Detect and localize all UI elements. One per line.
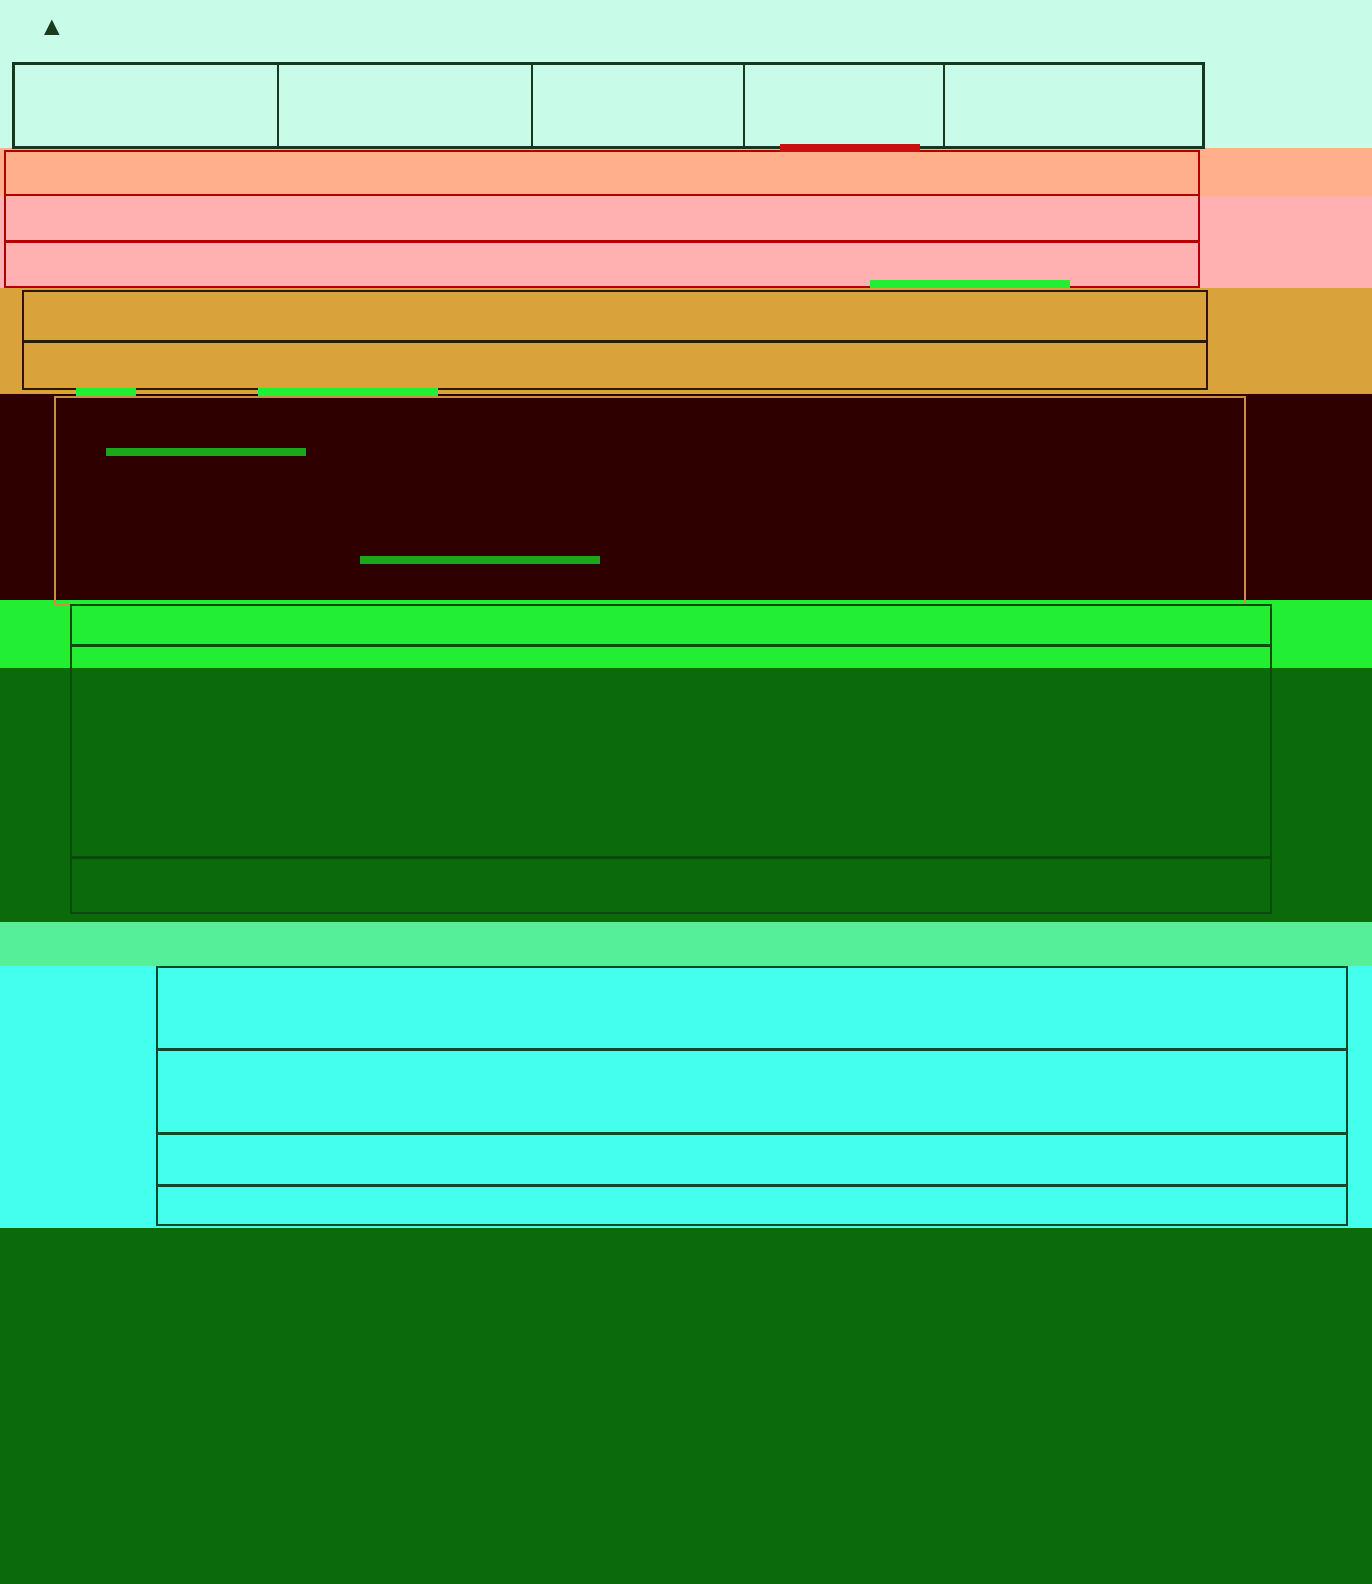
table-cell bbox=[71, 857, 333, 913]
table-cell bbox=[595, 699, 809, 751]
table-cell bbox=[809, 699, 1005, 751]
table-cell bbox=[71, 751, 333, 805]
table-cell bbox=[935, 151, 1199, 195]
table-row bbox=[136, 1346, 1336, 1400]
table-cell bbox=[1005, 857, 1271, 913]
table-cell bbox=[323, 503, 581, 555]
table-cell bbox=[901, 1185, 1097, 1225]
band-green-mint bbox=[0, 922, 1372, 966]
table-cell bbox=[291, 291, 549, 341]
table-cell bbox=[170, 1286, 432, 1336]
table-cell bbox=[1076, 1454, 1336, 1508]
table-row bbox=[5, 151, 1199, 195]
column-header-5 bbox=[944, 64, 1204, 148]
table-cell bbox=[157, 1185, 421, 1225]
table-cell bbox=[959, 291, 1207, 341]
title-marker: ▲ bbox=[44, 11, 61, 41]
table-cell bbox=[1097, 1133, 1347, 1185]
table-row bbox=[170, 1232, 1342, 1286]
table-cell bbox=[157, 1133, 421, 1185]
table-cell bbox=[880, 1400, 1076, 1454]
table-cell bbox=[404, 1400, 666, 1454]
table-cell bbox=[809, 605, 1005, 645]
table-cell bbox=[795, 503, 991, 555]
table-cell bbox=[901, 967, 1097, 1049]
table-cell bbox=[880, 1454, 1076, 1508]
table-cell bbox=[291, 341, 549, 389]
table-cell bbox=[991, 503, 1245, 555]
table-cell bbox=[595, 857, 809, 913]
section-cyan bbox=[156, 966, 1348, 1226]
table-cell bbox=[333, 751, 595, 805]
table-cell bbox=[421, 967, 689, 1049]
table-row bbox=[71, 699, 1271, 751]
table-cell bbox=[549, 291, 763, 341]
section-darkred bbox=[54, 396, 1246, 606]
table-cell bbox=[735, 195, 935, 241]
section-green-3 bbox=[136, 1346, 1336, 1562]
table-cell bbox=[689, 1133, 901, 1185]
table-cell bbox=[595, 645, 809, 699]
table-row bbox=[55, 503, 1245, 555]
table-cell bbox=[880, 1508, 1076, 1562]
table-cell bbox=[666, 1346, 880, 1400]
table-cell bbox=[55, 503, 323, 555]
table-cell bbox=[71, 605, 333, 645]
table-cell bbox=[809, 857, 1005, 913]
table-cell bbox=[421, 1185, 689, 1225]
table-cell bbox=[910, 1232, 1106, 1286]
table-cell bbox=[523, 151, 735, 195]
table-cell bbox=[1005, 805, 1271, 857]
table-row bbox=[55, 555, 1245, 605]
table-cell bbox=[910, 1286, 1106, 1336]
table-cell bbox=[935, 195, 1199, 241]
glitch-mark bbox=[258, 388, 438, 396]
table-cell bbox=[157, 967, 421, 1049]
table-cell bbox=[689, 1049, 901, 1133]
table-cell bbox=[795, 397, 991, 451]
table-cell bbox=[698, 1232, 910, 1286]
table-cell bbox=[1005, 605, 1271, 645]
table-cell bbox=[333, 857, 595, 913]
table-cell bbox=[71, 805, 333, 857]
table-cell bbox=[5, 151, 269, 195]
table-cell bbox=[404, 1508, 666, 1562]
table-cell bbox=[581, 503, 795, 555]
table-row bbox=[71, 605, 1271, 645]
table-row bbox=[157, 1185, 1347, 1225]
table-cell bbox=[795, 451, 991, 503]
table-cell bbox=[432, 1286, 698, 1336]
table-cell bbox=[959, 341, 1207, 389]
table-cell bbox=[735, 151, 935, 195]
table-cell bbox=[689, 1185, 901, 1225]
table-cell bbox=[323, 451, 581, 503]
table-row bbox=[157, 1133, 1347, 1185]
table-cell bbox=[1005, 751, 1271, 805]
table-cell bbox=[269, 195, 523, 241]
table-cell bbox=[595, 805, 809, 857]
table-cell bbox=[523, 241, 735, 287]
table-cell bbox=[23, 291, 291, 341]
table-row bbox=[71, 805, 1271, 857]
table-cell bbox=[432, 1232, 698, 1286]
table-row bbox=[5, 195, 1199, 241]
table-cell bbox=[333, 699, 595, 751]
page-title bbox=[44, 8, 83, 44]
table-cell bbox=[333, 805, 595, 857]
table-cell bbox=[136, 1346, 404, 1400]
table-cell bbox=[1005, 645, 1271, 699]
table-cell bbox=[421, 1133, 689, 1185]
table-cell bbox=[404, 1454, 666, 1508]
table-cell bbox=[1005, 699, 1271, 751]
table-cell bbox=[1097, 1185, 1347, 1225]
table-cell bbox=[1106, 1232, 1342, 1286]
table-cell bbox=[581, 451, 795, 503]
glitch-mark bbox=[360, 556, 600, 564]
table-cell bbox=[991, 555, 1245, 605]
table-cell bbox=[1076, 1508, 1336, 1562]
table-cell bbox=[901, 1133, 1097, 1185]
table-cell bbox=[5, 195, 269, 241]
table-cell bbox=[698, 1286, 910, 1336]
glitch-mark bbox=[780, 144, 920, 152]
table-cell bbox=[763, 291, 959, 341]
table-cell bbox=[55, 555, 323, 605]
table-row bbox=[71, 857, 1271, 913]
table-cell bbox=[55, 397, 323, 451]
table-row bbox=[71, 751, 1271, 805]
table-cell bbox=[333, 605, 595, 645]
table-row bbox=[71, 645, 1271, 699]
table-cell bbox=[71, 699, 333, 751]
table-cell bbox=[333, 645, 595, 699]
section-orange bbox=[22, 290, 1208, 390]
table-cell bbox=[809, 751, 1005, 805]
table-cell bbox=[1106, 1286, 1342, 1336]
table-cell bbox=[1076, 1346, 1336, 1400]
table-cell bbox=[666, 1454, 880, 1508]
section-green-2 bbox=[170, 1232, 1342, 1336]
table-row bbox=[170, 1286, 1342, 1336]
table-row bbox=[136, 1454, 1336, 1508]
table-cell bbox=[55, 451, 323, 503]
glitch-mark bbox=[76, 388, 136, 396]
table-cell bbox=[404, 1346, 666, 1400]
table-cell bbox=[666, 1400, 880, 1454]
table-cell bbox=[809, 645, 1005, 699]
table-cell bbox=[666, 1508, 880, 1562]
table-cell bbox=[421, 1049, 689, 1133]
table-cell bbox=[523, 195, 735, 241]
table-cell bbox=[1076, 1400, 1336, 1454]
table-cell bbox=[595, 605, 809, 645]
table-cell bbox=[23, 341, 291, 389]
glitch-mark bbox=[870, 280, 1070, 288]
section-green bbox=[70, 604, 1272, 914]
table-row bbox=[136, 1508, 1336, 1562]
table-cell bbox=[991, 451, 1245, 503]
table-cell bbox=[269, 241, 523, 287]
table-cell bbox=[549, 341, 763, 389]
table-cell bbox=[157, 1049, 421, 1133]
section-salmon bbox=[4, 150, 1200, 288]
table-cell bbox=[170, 1232, 432, 1286]
table-cell bbox=[136, 1400, 404, 1454]
table-cell bbox=[323, 397, 581, 451]
glitch-mark bbox=[106, 448, 306, 456]
table-cell bbox=[269, 151, 523, 195]
table-row bbox=[136, 1400, 1336, 1454]
column-header-3 bbox=[532, 64, 744, 148]
table-cell bbox=[901, 1049, 1097, 1133]
table-cell bbox=[581, 397, 795, 451]
table-cell bbox=[1097, 1049, 1347, 1133]
column-header-4 bbox=[744, 64, 944, 148]
table-cell bbox=[595, 751, 809, 805]
table-row bbox=[157, 967, 1347, 1049]
table-cell bbox=[991, 397, 1245, 451]
table-cell bbox=[795, 555, 991, 605]
table-row bbox=[55, 397, 1245, 451]
table-cell bbox=[880, 1346, 1076, 1400]
table-cell bbox=[581, 555, 795, 605]
header-table bbox=[12, 62, 1205, 149]
table-cell bbox=[689, 967, 901, 1049]
table-cell bbox=[1097, 967, 1347, 1049]
table-cell bbox=[136, 1508, 404, 1562]
table-row bbox=[23, 341, 1207, 389]
table-cell bbox=[136, 1454, 404, 1508]
table-cell bbox=[763, 341, 959, 389]
table-cell bbox=[5, 241, 269, 287]
table-cell bbox=[71, 645, 333, 699]
column-header-1 bbox=[14, 64, 278, 148]
table-row bbox=[157, 1049, 1347, 1133]
table-cell bbox=[809, 805, 1005, 857]
table-row bbox=[55, 451, 1245, 503]
column-header-2 bbox=[278, 64, 532, 148]
table-row bbox=[23, 291, 1207, 341]
